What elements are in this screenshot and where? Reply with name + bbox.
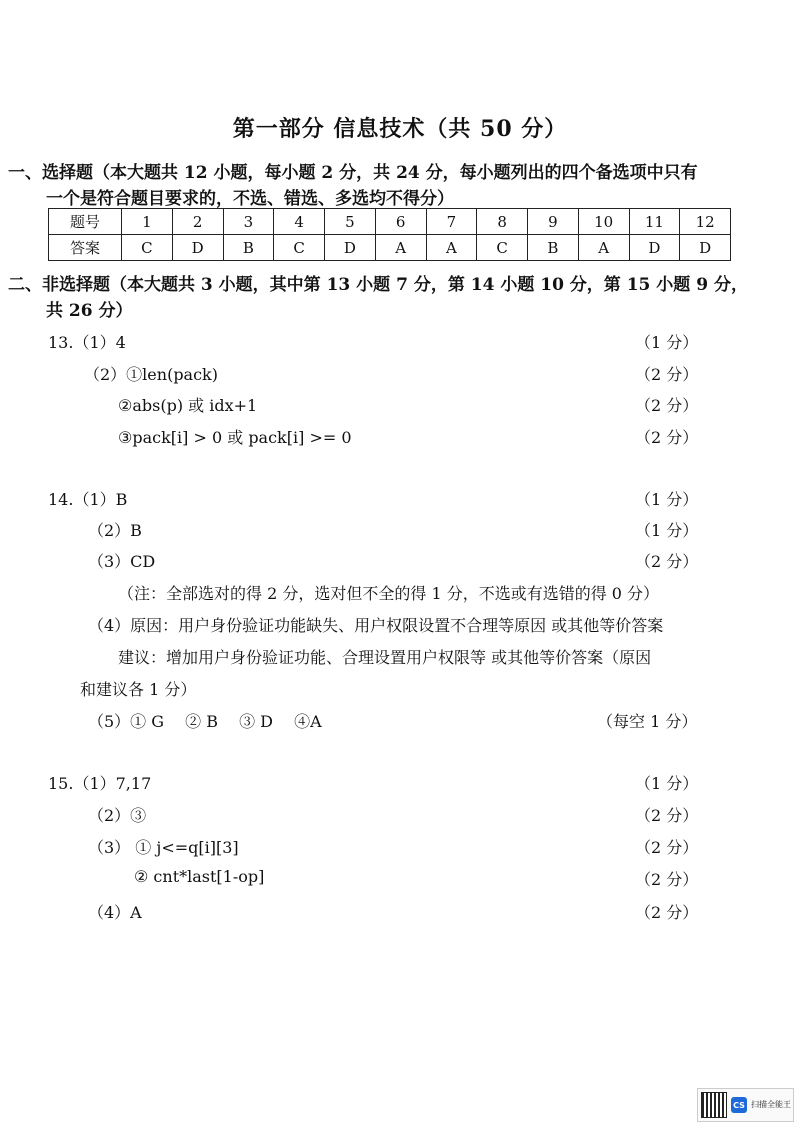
- q13-part2b-score: （2 分）: [635, 396, 699, 415]
- table-cell-answer: D: [629, 235, 680, 261]
- q14-part1: 14.（1）B: [48, 490, 128, 509]
- section2-heading: 二、非选择题（本大题共 3 小题，其中第 13 小题 7 分，第 14 小题 10 分，第 15 小题 9 分，: [8, 275, 748, 295]
- q15-part3b-score: （2 分）: [635, 870, 699, 889]
- qr-code-icon: [701, 1092, 727, 1118]
- q14-part3: （3）CD: [88, 552, 156, 571]
- table-cell-answer: A: [375, 235, 426, 261]
- q13-part2c: ③pack[i] > 0 或 pack[i] >= 0: [118, 428, 352, 447]
- q14-part4-reason: （4）原因：用户身份验证功能缺失、用户权限设置不合理等原因 或其他等价答案: [88, 616, 664, 635]
- q13-part2: （2）①len(pack): [84, 365, 218, 384]
- table-cell-answer: B: [528, 235, 579, 261]
- q15-part3-score: （2 分）: [635, 838, 699, 857]
- table-cell-number: 10: [578, 209, 629, 235]
- q14-part4-suggestion: 建议：增加用户身份验证功能、合理设置用户权限等 或其他等价答案（原因: [118, 648, 652, 667]
- q14-part3-score: （2 分）: [635, 552, 699, 571]
- table-cell-number: 6: [375, 209, 426, 235]
- table-cell-answer: C: [274, 235, 325, 261]
- table-cell-answer: A: [578, 235, 629, 261]
- table-cell-number: 5: [325, 209, 376, 235]
- q14-part1-score: （1 分）: [635, 490, 699, 509]
- table-cell-number: 12: [680, 209, 731, 235]
- q14-part2: （2）B: [88, 521, 142, 540]
- q15-part2-score: （2 分）: [635, 806, 699, 825]
- cs-logo-icon: CS: [731, 1097, 747, 1113]
- table-cell-answer: B: [223, 235, 274, 261]
- q15-part2: （2）③: [88, 806, 147, 825]
- q15-part4-score: （2 分）: [635, 903, 699, 922]
- table-cell-number: 2: [172, 209, 223, 235]
- answer-table: [48, 208, 731, 261]
- section2-heading-cont: 共 26 分）: [46, 301, 133, 321]
- table-cell-answer: C: [477, 235, 528, 261]
- q13-part2b: ②abs(p) 或 idx+1: [118, 396, 258, 415]
- table-cell-number: 7: [426, 209, 477, 235]
- q13-part1: 13.（1）4: [48, 333, 126, 352]
- table-cell-number: 9: [528, 209, 579, 235]
- q15-part1: 15.（1）7,17: [48, 774, 152, 793]
- q14-part2-score: （1 分）: [635, 521, 699, 540]
- table-cell-answer: A: [426, 235, 477, 261]
- q15-part3: （3） ① j<=q[i][3]: [88, 838, 239, 857]
- table-cell-answer: D: [680, 235, 731, 261]
- table-cell-answer: D: [172, 235, 223, 261]
- table-row-answers: [49, 235, 731, 261]
- q14-note: （注：全部选对的得 2 分，选对但不全的得 1 分，不选或有选错的得 0 分）: [118, 584, 660, 603]
- q13-part1-score: （1 分）: [635, 333, 699, 352]
- section1-heading-cont: 一个是符合题目要求的，不选、错选、多选均不得分）: [46, 189, 454, 209]
- q14-part5-score: （每空 1 分）: [597, 712, 698, 731]
- page-title: 第一部分 信息技术（共 50 分）: [232, 116, 568, 142]
- table-cell-number: 4: [274, 209, 325, 235]
- table-cell-number: 3: [223, 209, 274, 235]
- table-header-question: 题号: [49, 209, 122, 235]
- q14-part5: （5）① G ② B ③ D ④A: [88, 712, 322, 731]
- scanner-watermark: [697, 1088, 794, 1122]
- section1-heading: 一、选择题（本大题共 12 小题，每小题 2 分，共 24 分，每小题列出的四个备选项中只有: [8, 163, 698, 183]
- q14-part4-cont: 和建议各 1 分）: [80, 680, 197, 699]
- table-cell-number: 1: [122, 209, 173, 235]
- q13-part2c-score: （2 分）: [635, 428, 699, 447]
- q15-part3b: ② cnt*last[1-op]: [134, 867, 265, 886]
- q15-part1-score: （1 分）: [635, 774, 699, 793]
- table-header-answer: 答案: [49, 235, 122, 261]
- table-row-numbers: [49, 209, 731, 235]
- table-cell-answer: D: [325, 235, 376, 261]
- table-cell-number: 8: [477, 209, 528, 235]
- table-cell-number: 11: [629, 209, 680, 235]
- table-cell-answer: C: [122, 235, 173, 261]
- watermark-name: 扫描全能王: [751, 1099, 791, 1109]
- q15-part4: （4）A: [88, 903, 142, 922]
- q13-part2-score: （2 分）: [635, 365, 699, 384]
